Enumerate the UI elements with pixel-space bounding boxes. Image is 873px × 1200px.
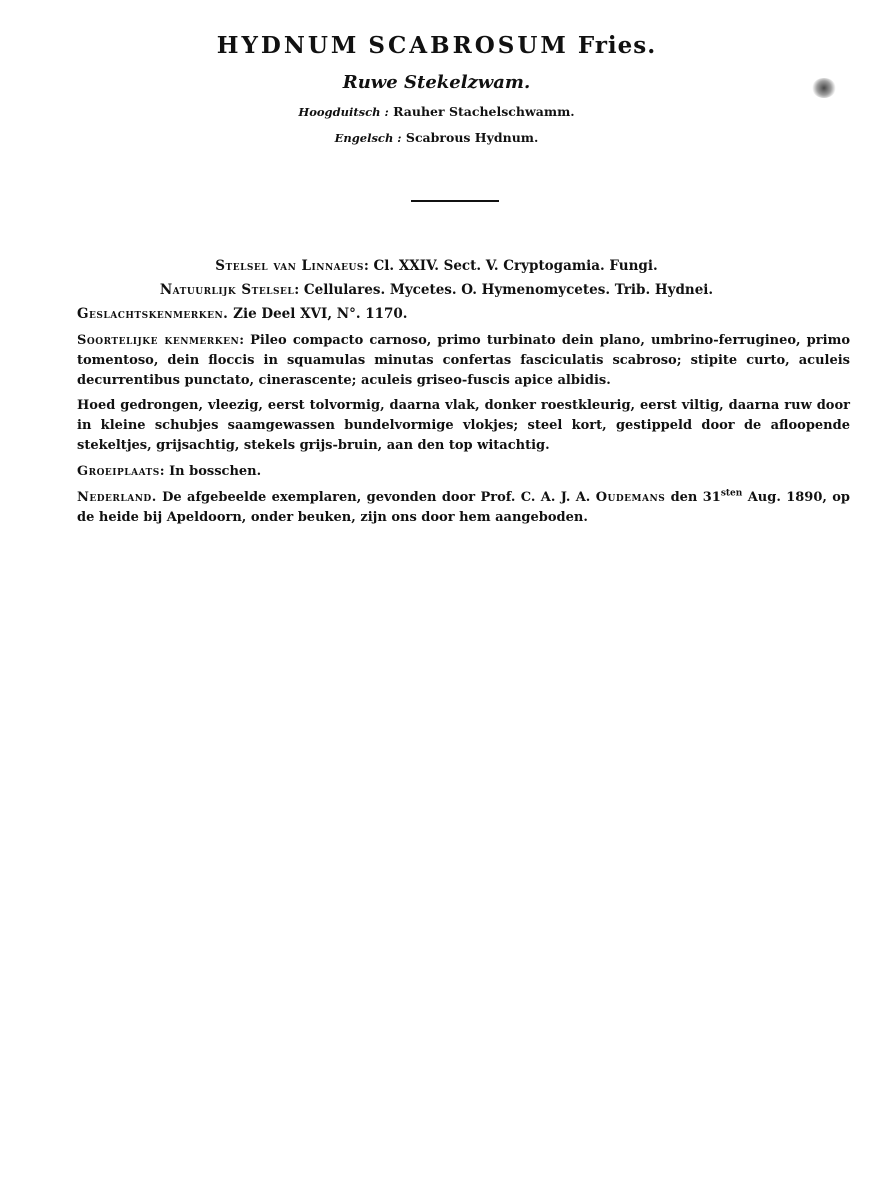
collector-name: Oudemans (595, 490, 666, 505)
netherlands-section (77, 488, 850, 528)
author-name: Fries. (577, 32, 657, 59)
habitat-label: Groeiplaats (77, 464, 160, 479)
dutch-name: Ruwe Stekelzwam. (342, 72, 531, 93)
netherlands-text-3: Aug. 1890, op de heide bij Apeldoorn, onder beuken, zijn ons door hem aangeboden. (77, 490, 851, 525)
genus-characteristics-label: Geslachtskenmerken. (77, 306, 229, 322)
synonym-value: Scabrous Hydnum. (405, 130, 539, 145)
linnaeus-system (0, 258, 873, 274)
natural-system (0, 282, 873, 298)
natural-value: : Cellulares. Mycetes. O. Hymenomycetes. Trib. Hydnei. (294, 282, 714, 298)
genus-characteristics-value: Zie Deel XVI, N°. 1170. (233, 306, 408, 322)
linnaeus-value: : Cl. XXIV. Sect. V. Cryptogamia. Fungi. (363, 258, 658, 274)
synonym-language: Engelsch : (334, 131, 402, 145)
netherlands-text-1: De afgebeelde exemplaren, gevonden door Prof. C. A. J. A. (162, 490, 591, 505)
synonym-german (0, 104, 873, 119)
habitat-text: : In bosschen. (159, 464, 262, 479)
genus-name: HYDNUM (216, 32, 360, 59)
species-characteristics-text: : Pileo compacto carnoso, primo turbinato dein plano, umbrino-ferrugineo, primo tomentoso, dein floccis in squamulas minutas confertas fasciculatis scabroso; stipite curto, aculeis decurrentibus punctato, cinerascente; aculeis griseo-fuscis apice albidis. (77, 333, 850, 388)
date-superscript: sten (720, 488, 743, 499)
species-title (0, 32, 873, 59)
netherlands-text-2: den 31 (670, 490, 721, 505)
natural-label: Natuurlijk Stelsel (159, 282, 295, 298)
linnaeus-label: Stelsel van Linnaeus (215, 258, 364, 274)
netherlands-label: Nederland. (77, 490, 157, 505)
genus-characteristics (77, 306, 408, 322)
divider-rule (411, 200, 499, 202)
dutch-description: Hoed gedrongen, vleezig, eerst tolvormig, daarna vlak, donker roestkleurig, eerst viltig, daarna ruw door in kleine schubjes saamgewassen bundelvormige vlokjes; steel kort, gestippeld door de afloopende stekeltjes, grijsachtig, stekels grijs-bruin, aan den top witachtig. (77, 398, 850, 453)
synonym-value: Rauher Stachelschwamm. (393, 104, 575, 119)
species-characteristics-label: Soortelijke kenmerken (77, 333, 240, 348)
species-name: SCABROSUM (368, 32, 569, 59)
synonym-english (0, 130, 873, 145)
habitat (77, 462, 850, 482)
species-characteristics (77, 331, 850, 391)
synonym-language: Hoogduitsch : (298, 105, 389, 119)
ink-smudge (812, 78, 836, 98)
